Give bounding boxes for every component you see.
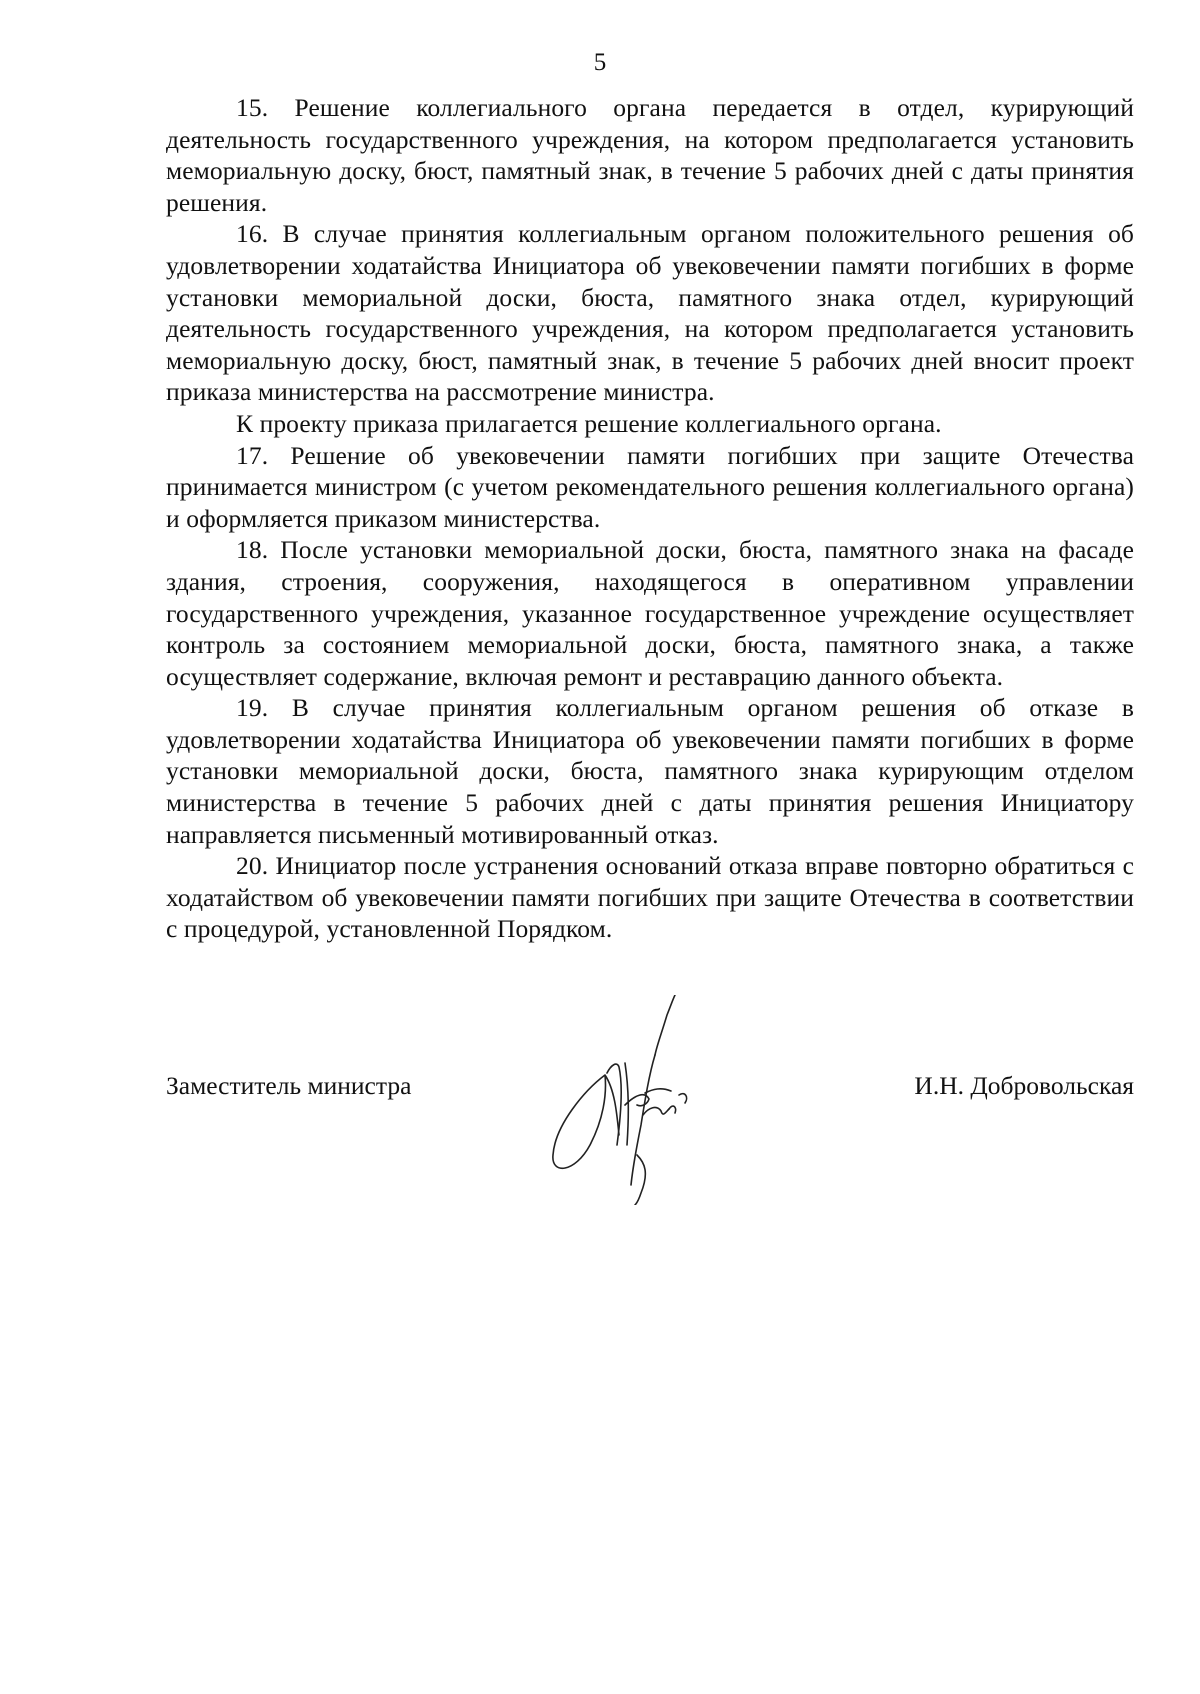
paragraph-15: 15. Решение коллегиального органа передается в отдел, курирующий деятельность государственного учреждения, на котором предполагается установить мемориальную доску, бюст, памятный знак, в течение 5 рабочих дней с даты принятия решения. [166, 93, 1134, 217]
page-number: 5 [593, 49, 607, 76]
paragraph-20: 20. Инициатор после устранения оснований отказа вправе повторно обратиться с ходатайством об увековечении памяти погибших при защите Отечества в соответствии с процедурой, установленной Порядком. [166, 851, 1134, 944]
handwritten-signature [545, 995, 725, 1205]
document-body [166, 92, 1134, 945]
signer-position: Заместитель министра [166, 1071, 412, 1100]
paragraph-17: 17. Решение об увековечении памяти погибших при защите Отечества принимается министром (с учетом рекомендательного решения коллегиального органа) и оформляется приказом министерства. [166, 440, 1134, 533]
paragraph-19: 19. В случае принятия коллегиальным органом решения об отказе в удовлетворении ходатайства Инициатора об увековечении памяти погибших в форме установки мемориальной доски, бюста, памятного знака курирующим отделом министерства в течение 5 рабочих дней с даты принятия решения Инициатору направляется письменный мотивированный отказ. [166, 693, 1134, 849]
paragraph-18: 18. После установки мемориальной доски, бюста, памятного знака на фасаде здания, строения, сооружения, находящегося в оперативном управлении государственного учреждения, указанное государственное учреждение осуществляет контроль за состоянием мемориальной доски, бюста, памятного знака, а также осуществляет содержание, включая ремонт и реставрацию данного объекта. [166, 535, 1134, 691]
paragraph-attachment-note: К проекту приказа прилагается решение коллегиального органа. [236, 408, 942, 438]
paragraph-16: 16. В случае принятия коллегиальным органом положительного решения об удовлетворении ходатайства Инициатора об увековечении памяти погибших в форме установки мемориальной доски, бюста, памятного знака отдел, курирующий деятельность государственного учреждения, на котором предполагается установить мемориальную доску, бюст, памятный знак, в течение 5 рабочих дней вносит проект приказа министерства на рассмотрение министра. [166, 219, 1134, 407]
signer-name: И.Н. Добровольская [914, 1071, 1134, 1100]
